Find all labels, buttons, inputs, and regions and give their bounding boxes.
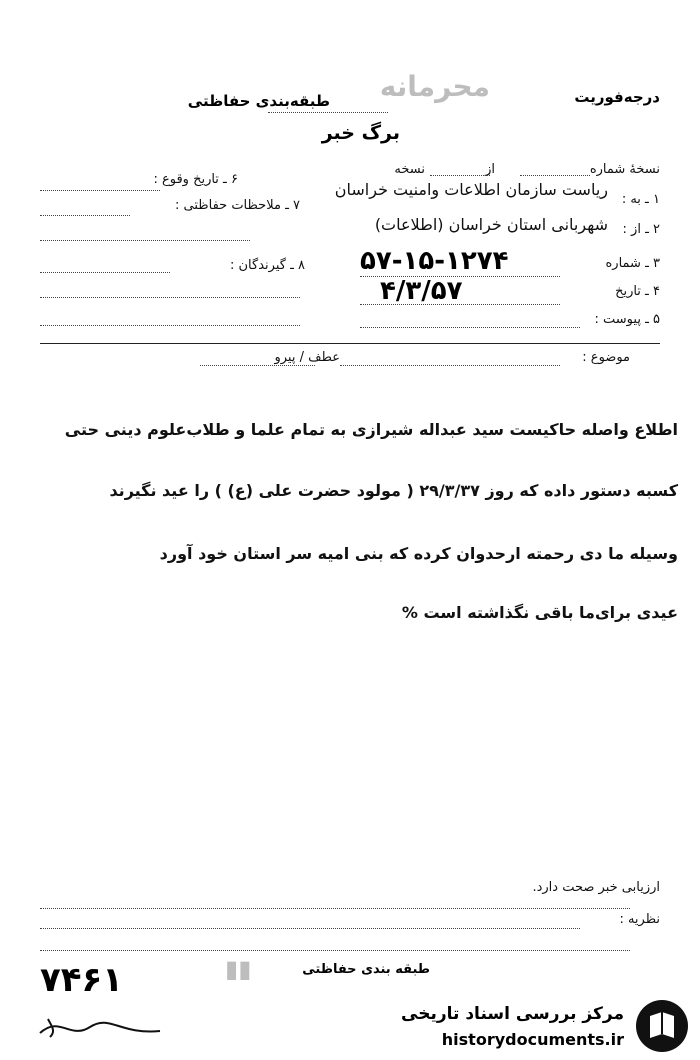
- opinion-dots-2: [40, 950, 630, 951]
- number-value: ۵۷-۱۵-۱۲۷۴: [360, 246, 509, 276]
- body-line-2: کسبه دستور داده که روز ۲۹/۳/۳۷ ( مولود حضرت علی (ع) ) را عید نگیرند: [109, 481, 678, 500]
- recipients-label: ۸ ـ گیرندگان :: [230, 258, 305, 273]
- footer-stamp-icon: ▮▮: [225, 955, 252, 983]
- subject-dots: [340, 365, 560, 366]
- body-line-1: اطلاع واصله حاکیست سید عبداله شیرازی به تمام علما و طلاب‌علوم دینی حتی: [64, 420, 678, 439]
- watermark-website: historydocuments.ir: [441, 1030, 624, 1049]
- opinion-label: نظریه :: [619, 912, 660, 927]
- classification-label: طبقه‌بندی حفاظتی: [187, 92, 330, 110]
- attachment-label: ۵ ـ پیوست :: [594, 312, 660, 327]
- copy-from-label: از: [485, 162, 495, 177]
- faint-stamp: محرمانه: [379, 70, 490, 103]
- to-label: ۱ ـ به :: [621, 192, 660, 207]
- occurrence-date-label: ۶ ـ تاریخ وقوع :: [153, 172, 238, 187]
- urgency-label: درجه‌فوریت: [574, 88, 660, 106]
- to-value: ریاست سازمان اطلاعات وامنیت خراسان: [334, 180, 608, 199]
- date-label: ۴ ـ تاریخ: [615, 284, 660, 299]
- date-value: ۴/۳/۵۷: [380, 276, 463, 306]
- blank-line-2: [40, 297, 300, 298]
- security-notes-dots: [40, 215, 130, 216]
- copies-label: نسخه: [394, 162, 425, 177]
- body-line-4: عیدی برای‌ما باقی نگذاشته است %: [401, 603, 678, 622]
- watermark-org-name: مرکز بررسی اسناد تاریخی: [401, 1004, 624, 1024]
- from-value: شهربانی استان خراسان (اطلاعات): [374, 215, 608, 234]
- form-title: برگ خبر: [321, 122, 400, 144]
- evaluation-dots: [40, 908, 630, 909]
- signature-icon: [30, 1005, 170, 1045]
- classification-underline: [268, 112, 388, 113]
- copy-number-dots: [520, 175, 590, 176]
- blank-line-3: [40, 325, 300, 326]
- date-dots: [360, 304, 560, 305]
- reference-label: عطف / پیرو: [274, 350, 340, 365]
- evaluation-text: ارزیابی خبر صحت دارد.: [532, 880, 660, 895]
- footer-classification-label: طبقه بندی حفاظتی: [302, 962, 430, 977]
- copy-number-label: نسخهٔ شماره: [589, 162, 660, 177]
- copy-from-dots: [430, 175, 490, 176]
- blank-line-1: [40, 240, 250, 241]
- number-label: ۳ ـ شماره: [605, 256, 660, 271]
- reference-dots: [200, 365, 315, 366]
- archive-logo-icon: [636, 1000, 688, 1052]
- handwritten-number: ۷۴۶۱: [40, 960, 124, 1000]
- from-label: ۲ ـ از :: [622, 222, 660, 237]
- security-notes-label: ۷ ـ ملاحظات حفاظتی :: [175, 198, 300, 213]
- subject-label: موضوع :: [582, 350, 630, 365]
- opinion-dots: [40, 928, 580, 929]
- divider-line: [40, 343, 660, 344]
- attachment-dots: [360, 327, 580, 328]
- occurrence-dots: [40, 190, 160, 191]
- body-line-3: وسیله ما دی رحمته ارحدوان کرده که بنی امیه سر استان خود آورد: [159, 544, 678, 563]
- recipients-dots: [40, 272, 170, 273]
